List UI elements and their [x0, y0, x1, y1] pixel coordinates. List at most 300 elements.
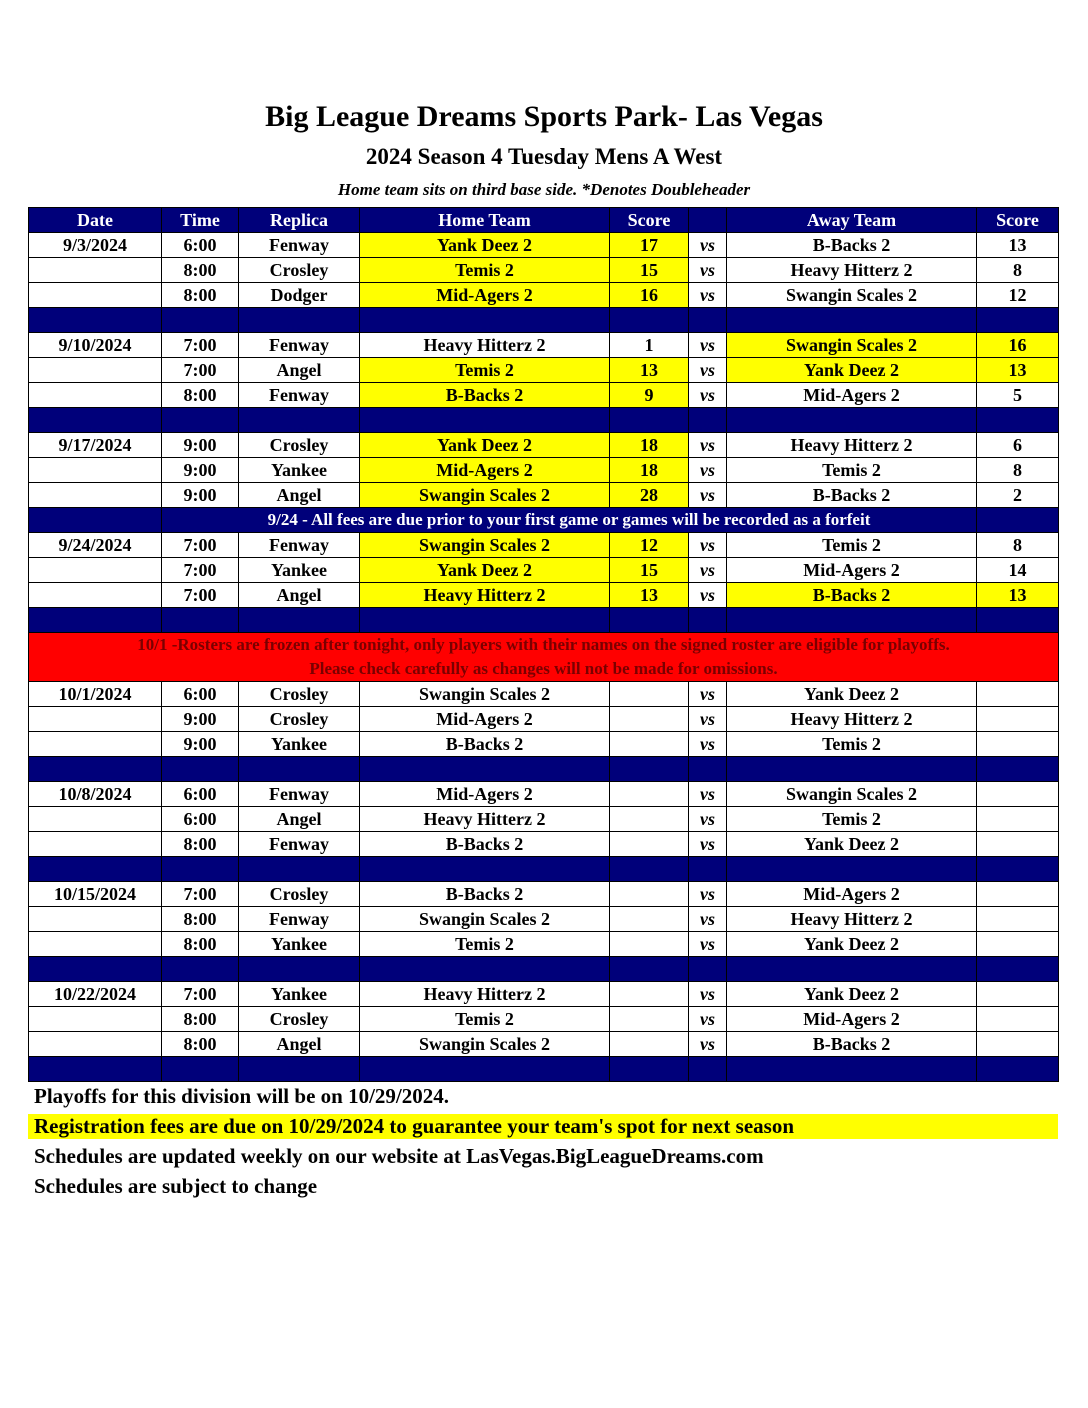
game-replica: Fenway — [239, 333, 360, 358]
table-row — [29, 233, 1059, 258]
home-score — [610, 1007, 689, 1032]
table-row — [29, 558, 1059, 583]
home-team: Heavy Hitterz 2 — [360, 583, 610, 608]
game-date — [29, 707, 162, 732]
game-time: 8:00 — [162, 258, 239, 283]
separator-cell — [689, 857, 727, 882]
separator-row — [29, 857, 1059, 882]
separator-cell — [727, 608, 977, 633]
away-score: 8 — [977, 533, 1059, 558]
game-replica: Yankee — [239, 732, 360, 757]
separator-cell — [360, 1057, 610, 1082]
separator-cell — [977, 1057, 1059, 1082]
game-date — [29, 832, 162, 857]
game-date — [29, 358, 162, 383]
table-row — [29, 458, 1059, 483]
away-team: Yank Deez 2 — [727, 682, 977, 707]
home-score: 13 — [610, 583, 689, 608]
away-team: Swangin Scales 2 — [727, 782, 977, 807]
game-time: 7:00 — [162, 333, 239, 358]
home-team: Yank Deez 2 — [360, 233, 610, 258]
table-row — [29, 1007, 1059, 1032]
home-score: 15 — [610, 558, 689, 583]
roster-notice-line: 10/1 -Rosters are frozen after tonight, only players with their names on the signed roster are eligible for playoffs. — [137, 635, 950, 654]
away-score — [977, 1032, 1059, 1057]
away-score — [977, 882, 1059, 907]
separator-cell — [29, 408, 162, 433]
notice-row — [29, 508, 1059, 533]
game-date — [29, 907, 162, 932]
home-team: Heavy Hitterz 2 — [360, 807, 610, 832]
table-row — [29, 807, 1059, 832]
vs-label: vs — [689, 233, 727, 258]
table-row — [29, 283, 1059, 308]
table-header-row — [29, 208, 1059, 233]
separator-cell — [610, 308, 689, 333]
game-replica: Dodger — [239, 283, 360, 308]
separator-cell — [689, 408, 727, 433]
home-team: B-Backs 2 — [360, 732, 610, 757]
game-replica: Angel — [239, 358, 360, 383]
separator-cell — [689, 608, 727, 633]
separator-cell — [727, 1057, 977, 1082]
home-team: Swangin Scales 2 — [360, 682, 610, 707]
game-date: 9/10/2024 — [29, 333, 162, 358]
home-team: Mid-Agers 2 — [360, 458, 610, 483]
game-date: 10/15/2024 — [29, 882, 162, 907]
away-team: Temis 2 — [727, 807, 977, 832]
game-date — [29, 932, 162, 957]
separator-cell — [977, 608, 1059, 633]
schedule-note: Home team sits on third base side. *Denotes Doubleheader — [337, 180, 751, 199]
away-team: B-Backs 2 — [727, 483, 977, 508]
home-team: Temis 2 — [360, 358, 610, 383]
separator-cell — [239, 308, 360, 333]
game-time: 9:00 — [162, 707, 239, 732]
away-team: Yank Deez 2 — [727, 932, 977, 957]
separator-cell — [360, 608, 610, 633]
vs-label: vs — [689, 882, 727, 907]
away-team: Temis 2 — [727, 732, 977, 757]
vs-label: vs — [689, 558, 727, 583]
vs-label: vs — [689, 732, 727, 757]
fees-notice: 9/24 - All fees are due prior to your first game or games will be recorded as a forfeit — [162, 508, 977, 533]
home-team: Heavy Hitterz 2 — [360, 982, 610, 1007]
table-row — [29, 832, 1059, 857]
separator-cell — [610, 408, 689, 433]
table-row — [29, 333, 1059, 358]
game-time: 8:00 — [162, 283, 239, 308]
separator-cell — [360, 757, 610, 782]
game-replica: Yankee — [239, 558, 360, 583]
game-time: 8:00 — [162, 383, 239, 408]
home-team: Temis 2 — [360, 258, 610, 283]
game-date — [29, 1007, 162, 1032]
away-team: B-Backs 2 — [727, 233, 977, 258]
separator-cell — [610, 608, 689, 633]
separator-cell — [610, 857, 689, 882]
home-team: Temis 2 — [360, 932, 610, 957]
separator-cell — [689, 957, 727, 982]
separator-cell — [610, 957, 689, 982]
away-score: 6 — [977, 433, 1059, 458]
away-score: 2 — [977, 483, 1059, 508]
vs-label: vs — [689, 283, 727, 308]
playoffs-note: Playoffs for this division will be on 10/29/2024. — [34, 1084, 449, 1108]
separator-cell — [727, 957, 977, 982]
home-team: Swangin Scales 2 — [360, 907, 610, 932]
home-team: Swangin Scales 2 — [360, 483, 610, 508]
separator-row — [29, 408, 1059, 433]
col-replica: Replica — [239, 208, 360, 233]
away-team: Mid-Agers 2 — [727, 558, 977, 583]
separator-row — [29, 608, 1059, 633]
col-home-score: Score — [610, 208, 689, 233]
game-time: 7:00 — [162, 558, 239, 583]
home-score: 12 — [610, 533, 689, 558]
game-date — [29, 258, 162, 283]
game-time: 6:00 — [162, 682, 239, 707]
vs-label: vs — [689, 1032, 727, 1057]
away-score: 13 — [977, 233, 1059, 258]
table-row — [29, 782, 1059, 807]
separator-cell — [610, 1057, 689, 1082]
home-team: Yank Deez 2 — [360, 558, 610, 583]
away-score: 5 — [977, 383, 1059, 408]
roster-notice — [29, 633, 1059, 682]
away-score — [977, 982, 1059, 1007]
website-note: Schedules are updated weekly on our website at LasVegas.BigLeagueDreams.com — [34, 1144, 764, 1168]
vs-label: vs — [689, 832, 727, 857]
home-score: 15 — [610, 258, 689, 283]
separator-cell — [727, 757, 977, 782]
game-replica: Crosley — [239, 258, 360, 283]
home-team: Mid-Agers 2 — [360, 283, 610, 308]
separator-cell — [162, 757, 239, 782]
vs-label: vs — [689, 358, 727, 383]
away-team: Swangin Scales 2 — [727, 333, 977, 358]
vs-label: vs — [689, 533, 727, 558]
game-time: 8:00 — [162, 832, 239, 857]
notice-spacer — [977, 508, 1059, 533]
separator-cell — [977, 957, 1059, 982]
schedule-body — [29, 233, 1059, 1082]
game-replica: Fenway — [239, 383, 360, 408]
table-row — [29, 1032, 1059, 1057]
vs-label: vs — [689, 433, 727, 458]
notice-spacer — [29, 508, 162, 533]
vs-label: vs — [689, 782, 727, 807]
home-score: 28 — [610, 483, 689, 508]
away-team: Heavy Hitterz 2 — [727, 258, 977, 283]
home-score: 16 — [610, 283, 689, 308]
home-team: B-Backs 2 — [360, 383, 610, 408]
home-score — [610, 682, 689, 707]
away-team: Mid-Agers 2 — [727, 383, 977, 408]
away-team: Yank Deez 2 — [727, 982, 977, 1007]
separator-cell — [689, 308, 727, 333]
col-home-team: Home Team — [360, 208, 610, 233]
away-team: Heavy Hitterz 2 — [727, 707, 977, 732]
game-date — [29, 732, 162, 757]
table-row — [29, 433, 1059, 458]
game-replica: Yankee — [239, 932, 360, 957]
table-row — [29, 533, 1059, 558]
vs-label: vs — [689, 483, 727, 508]
away-score — [977, 807, 1059, 832]
table-row — [29, 583, 1059, 608]
game-time: 7:00 — [162, 358, 239, 383]
home-score: 18 — [610, 433, 689, 458]
home-score: 18 — [610, 458, 689, 483]
separator-cell — [610, 757, 689, 782]
separator-cell — [360, 408, 610, 433]
game-date — [29, 283, 162, 308]
home-team: Swangin Scales 2 — [360, 1032, 610, 1057]
away-score: 14 — [977, 558, 1059, 583]
page-subtitle: 2024 Season 4 Tuesday Mens A West — [365, 144, 723, 169]
separator-row — [29, 1057, 1059, 1082]
game-date — [29, 583, 162, 608]
game-replica: Angel — [239, 483, 360, 508]
home-score — [610, 932, 689, 957]
separator-cell — [689, 1057, 727, 1082]
game-date — [29, 558, 162, 583]
vs-label: vs — [689, 383, 727, 408]
col-time: Time — [162, 208, 239, 233]
table-row — [29, 682, 1059, 707]
vs-label: vs — [689, 458, 727, 483]
change-note: Schedules are subject to change — [34, 1174, 318, 1198]
separator-cell — [727, 308, 977, 333]
home-score — [610, 907, 689, 932]
game-date: 9/17/2024 — [29, 433, 162, 458]
vs-label: vs — [689, 333, 727, 358]
page-title: Big League Dreams Sports Park- Las Vegas — [265, 100, 823, 133]
col-vs — [689, 208, 727, 233]
separator-cell — [162, 408, 239, 433]
table-row — [29, 383, 1059, 408]
game-time: 8:00 — [162, 932, 239, 957]
game-date — [29, 807, 162, 832]
game-time: 9:00 — [162, 458, 239, 483]
away-score: 12 — [977, 283, 1059, 308]
game-date — [29, 483, 162, 508]
separator-cell — [689, 757, 727, 782]
separator-cell — [29, 957, 162, 982]
game-time: 7:00 — [162, 982, 239, 1007]
separator-cell — [239, 608, 360, 633]
game-replica: Crosley — [239, 707, 360, 732]
home-score — [610, 782, 689, 807]
vs-label: vs — [689, 258, 727, 283]
home-team: Mid-Agers 2 — [360, 782, 610, 807]
away-score — [977, 932, 1059, 957]
game-time: 9:00 — [162, 732, 239, 757]
away-score: 16 — [977, 333, 1059, 358]
away-score: 13 — [977, 583, 1059, 608]
game-date — [29, 458, 162, 483]
home-team: B-Backs 2 — [360, 882, 610, 907]
game-date — [29, 1032, 162, 1057]
game-time: 7:00 — [162, 533, 239, 558]
away-team: Temis 2 — [727, 458, 977, 483]
away-team: Yank Deez 2 — [727, 832, 977, 857]
away-team: Yank Deez 2 — [727, 358, 977, 383]
separator-cell — [727, 408, 977, 433]
away-team: Temis 2 — [727, 533, 977, 558]
separator-cell — [29, 1057, 162, 1082]
away-score — [977, 1007, 1059, 1032]
away-team: B-Backs 2 — [727, 1032, 977, 1057]
game-replica: Angel — [239, 807, 360, 832]
table-row — [29, 932, 1059, 957]
vs-label: vs — [689, 982, 727, 1007]
separator-cell — [239, 408, 360, 433]
game-replica: Fenway — [239, 782, 360, 807]
game-replica: Yankee — [239, 982, 360, 1007]
home-score — [610, 882, 689, 907]
separator-cell — [360, 857, 610, 882]
game-date: 10/1/2024 — [29, 682, 162, 707]
away-team: Swangin Scales 2 — [727, 283, 977, 308]
home-score — [610, 807, 689, 832]
game-time: 8:00 — [162, 1007, 239, 1032]
separator-cell — [239, 757, 360, 782]
separator-cell — [239, 1057, 360, 1082]
game-replica: Fenway — [239, 832, 360, 857]
vs-label: vs — [689, 1007, 727, 1032]
game-replica: Crosley — [239, 1007, 360, 1032]
game-time: 7:00 — [162, 882, 239, 907]
game-replica: Yankee — [239, 458, 360, 483]
away-team: B-Backs 2 — [727, 583, 977, 608]
home-team: Mid-Agers 2 — [360, 707, 610, 732]
game-date: 9/24/2024 — [29, 533, 162, 558]
separator-cell — [977, 857, 1059, 882]
separator-row — [29, 957, 1059, 982]
away-score — [977, 707, 1059, 732]
col-away-score: Score — [977, 208, 1059, 233]
away-team: Mid-Agers 2 — [727, 882, 977, 907]
table-row — [29, 358, 1059, 383]
separator-cell — [162, 608, 239, 633]
table-row — [29, 707, 1059, 732]
vs-label: vs — [689, 583, 727, 608]
vs-label: vs — [689, 932, 727, 957]
game-date: 9/3/2024 — [29, 233, 162, 258]
away-score: 8 — [977, 458, 1059, 483]
separator-cell — [29, 308, 162, 333]
away-team: Heavy Hitterz 2 — [727, 907, 977, 932]
separator-cell — [239, 857, 360, 882]
vs-label: vs — [689, 907, 727, 932]
roster-notice-line: Please check carefully as changes will not be made for omissions. — [309, 659, 778, 678]
away-team: Heavy Hitterz 2 — [727, 433, 977, 458]
away-score — [977, 682, 1059, 707]
separator-cell — [360, 308, 610, 333]
col-date: Date — [29, 208, 162, 233]
away-team: Mid-Agers 2 — [727, 1007, 977, 1032]
home-team: B-Backs 2 — [360, 832, 610, 857]
col-away-team: Away Team — [727, 208, 977, 233]
table-row — [29, 732, 1059, 757]
home-team: Heavy Hitterz 2 — [360, 333, 610, 358]
registration-note: Registration fees are due on 10/29/2024 to guarantee your team's spot for next season — [28, 1114, 1058, 1139]
vs-label: vs — [689, 707, 727, 732]
separator-cell — [162, 957, 239, 982]
away-score: 8 — [977, 258, 1059, 283]
table-row — [29, 258, 1059, 283]
separator-cell — [29, 757, 162, 782]
vs-label: vs — [689, 682, 727, 707]
away-score — [977, 732, 1059, 757]
home-score — [610, 982, 689, 1007]
game-time: 6:00 — [162, 233, 239, 258]
separator-cell — [162, 857, 239, 882]
game-replica: Crosley — [239, 433, 360, 458]
game-replica: Fenway — [239, 907, 360, 932]
roster-notice-row — [29, 633, 1059, 682]
game-date — [29, 383, 162, 408]
separator-cell — [977, 408, 1059, 433]
game-replica: Fenway — [239, 233, 360, 258]
game-time: 6:00 — [162, 782, 239, 807]
home-score — [610, 832, 689, 857]
away-score — [977, 782, 1059, 807]
home-score — [610, 707, 689, 732]
away-score: 13 — [977, 358, 1059, 383]
separator-cell — [162, 308, 239, 333]
table-row — [29, 882, 1059, 907]
home-team: Swangin Scales 2 — [360, 533, 610, 558]
game-time: 6:00 — [162, 807, 239, 832]
separator-cell — [162, 1057, 239, 1082]
game-time: 8:00 — [162, 907, 239, 932]
away-score — [977, 907, 1059, 932]
game-time: 9:00 — [162, 433, 239, 458]
separator-cell — [239, 957, 360, 982]
table-row — [29, 483, 1059, 508]
home-score: 1 — [610, 333, 689, 358]
home-score: 17 — [610, 233, 689, 258]
home-team: Temis 2 — [360, 1007, 610, 1032]
home-score: 9 — [610, 383, 689, 408]
table-row — [29, 982, 1059, 1007]
separator-cell — [29, 857, 162, 882]
separator-cell — [29, 608, 162, 633]
game-replica: Crosley — [239, 682, 360, 707]
game-replica: Fenway — [239, 533, 360, 558]
game-replica: Angel — [239, 1032, 360, 1057]
schedule-table — [28, 207, 1059, 1082]
game-date: 10/22/2024 — [29, 982, 162, 1007]
game-time: 9:00 — [162, 483, 239, 508]
away-score — [977, 832, 1059, 857]
game-time: 7:00 — [162, 583, 239, 608]
separator-row — [29, 757, 1059, 782]
separator-row — [29, 308, 1059, 333]
home-score — [610, 1032, 689, 1057]
separator-cell — [977, 308, 1059, 333]
separator-cell — [727, 857, 977, 882]
home-score: 13 — [610, 358, 689, 383]
table-row — [29, 907, 1059, 932]
home-score — [610, 732, 689, 757]
game-time: 8:00 — [162, 1032, 239, 1057]
vs-label: vs — [689, 807, 727, 832]
game-replica: Angel — [239, 583, 360, 608]
